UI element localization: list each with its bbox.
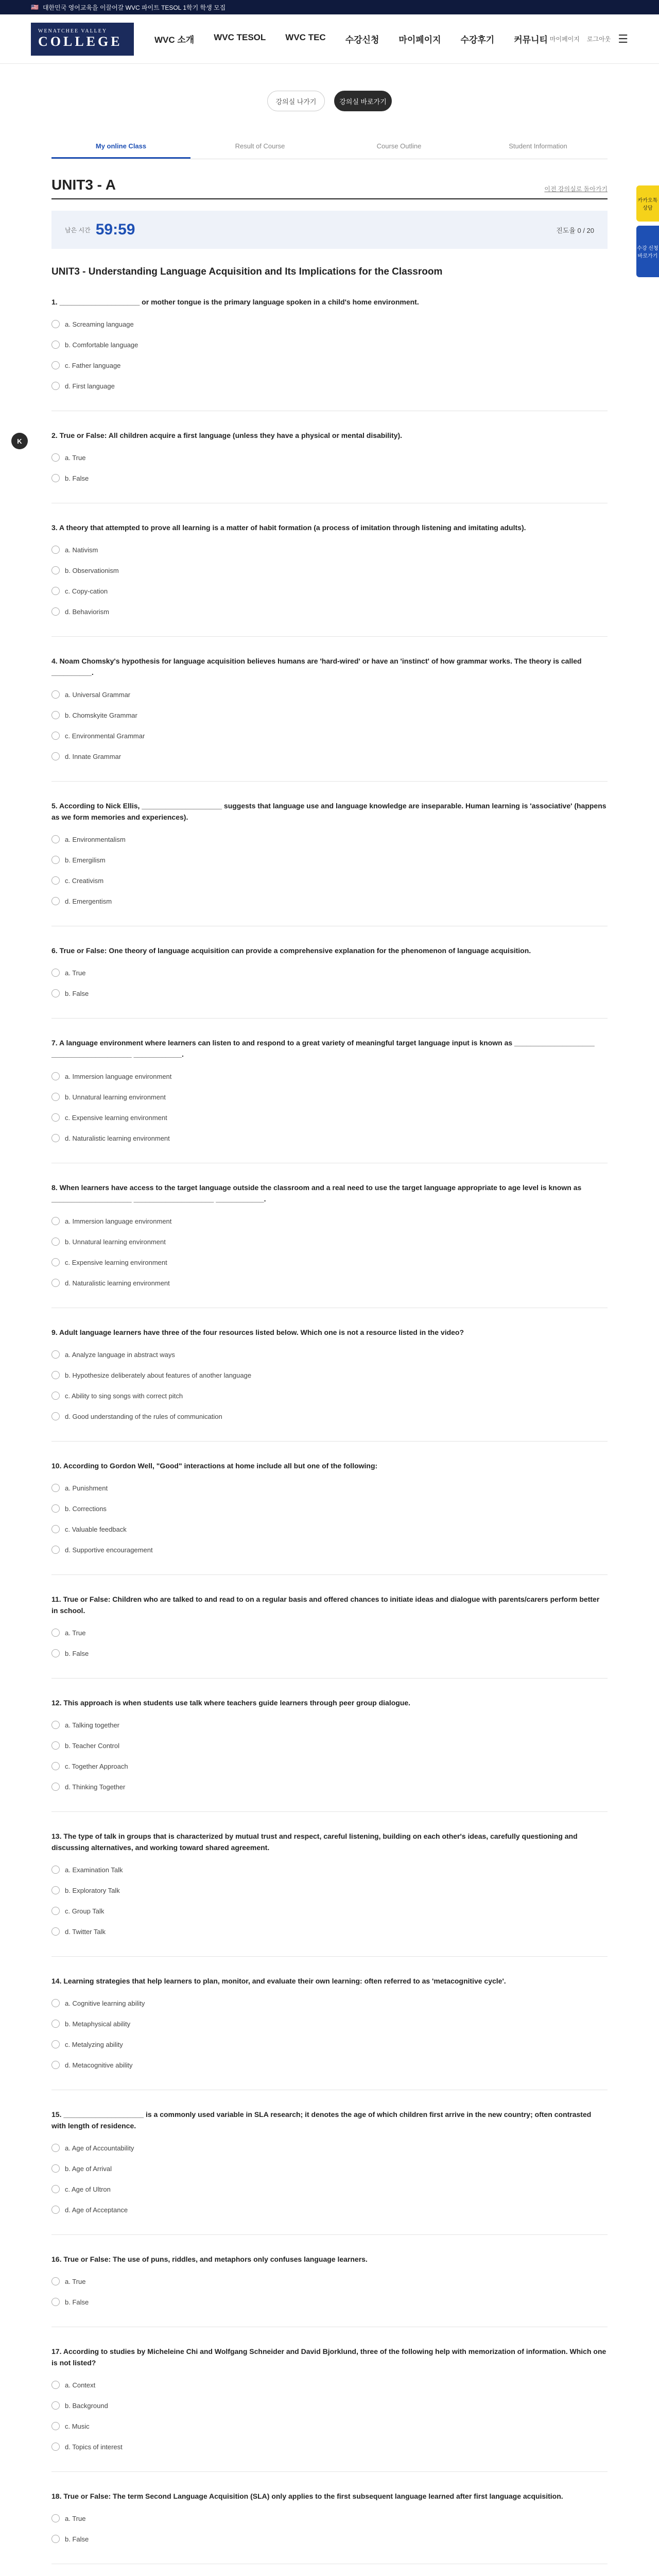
radio-button[interactable] [51,341,60,349]
option-label: d. Emergentism [65,897,112,905]
radio-button[interactable] [51,2277,60,2285]
radio-button[interactable] [51,690,60,699]
option-label: c. Father language [65,361,121,369]
question-item [51,1697,608,1812]
unit-title: UNIT3 - A [51,177,116,193]
radio-button[interactable] [51,1134,60,1142]
question-text: 5. According to Nick Ellis, ____________________ suggests that language use and language knowledge are inseparable. Human learning is 'associative' (happens as we form memories and experiences). [51,802,606,821]
radio-button[interactable] [51,1279,60,1287]
question-text: 9. Adult language learners have three of the four resources listed below. Which one is not a resource listed in the video? [51,1328,464,1336]
progress-text: 진도율 0 / 20 [556,226,594,234]
question-item [51,522,608,637]
answer-option[interactable] [51,1113,608,1122]
answer-option[interactable] [51,1093,608,1101]
answer-option[interactable] [51,1866,608,1874]
radio-button[interactable] [51,752,60,760]
answer-option[interactable] [51,1629,608,1637]
radio-button[interactable] [51,1762,60,1770]
question-item [51,1327,608,1442]
nav-item[interactable]: WVC TESOL [214,32,266,42]
course-tabs [51,135,608,159]
radio-button[interactable] [51,856,60,864]
answer-option[interactable] [51,2020,608,2028]
option-label: a. Age of Accountability [65,2144,134,2152]
option-label: d. First language [65,382,115,390]
radio-button[interactable] [51,2422,60,2430]
unit-header [51,177,608,199]
answer-option[interactable] [51,587,608,595]
question-text: 10. According to Gordon Well, "Good" interactions at home include all but one of the following: [51,1462,378,1470]
nav-item[interactable]: WVC TEC [285,32,326,42]
answer-option[interactable] [51,1886,608,1894]
nav-item[interactable]: WVC 소개 [154,35,195,45]
answer-option[interactable] [51,1907,608,1915]
answer-option[interactable] [51,1258,608,1266]
radio-button[interactable] [51,1484,60,1492]
option-label: b. False [65,1649,89,1657]
option-label: b. Observationism [65,566,119,574]
logo-line1: WENATCHEE VALLEY [38,28,108,34]
radio-button[interactable] [51,320,60,328]
radio-button[interactable] [51,2061,60,2069]
answer-option[interactable] [51,1999,608,2007]
option-label: c. Together Approach [65,1762,128,1770]
radio-button[interactable] [51,2164,60,2173]
radio-button[interactable] [51,2443,60,2451]
answer-option[interactable] [51,2040,608,2048]
back-link[interactable]: 이전 강의실로 돌아가기 [544,185,608,193]
answer-option[interactable] [51,2381,608,2389]
radio-button[interactable] [51,453,60,462]
option-label: d. Good understanding of the rules of communication [65,1412,222,1420]
go-classroom-button[interactable]: 강의실 바로가기 [334,91,392,111]
answer-option[interactable] [51,474,608,482]
exit-classroom-button[interactable]: 강의실 나가기 [267,91,325,111]
main-content [51,177,608,2576]
radio-button[interactable] [51,474,60,482]
option-label: b. Unnatural learning environment [65,1238,166,1246]
answer-option[interactable] [51,2401,608,2410]
flag-icon: 🇺🇸 [31,4,39,11]
option-label: a. True [65,2277,86,2285]
radio-button[interactable] [51,1113,60,1122]
menu-icon[interactable]: ☰ [618,32,628,45]
radio-button[interactable] [51,546,60,554]
answer-option[interactable] [51,2277,608,2285]
answer-option[interactable] [51,876,608,885]
question-item [51,1460,608,1575]
option-label: b. False [65,989,89,997]
answer-option[interactable] [51,546,608,554]
radio-button[interactable] [51,2020,60,2028]
answer-option[interactable] [51,856,608,864]
question-text: 16. True or False: The use of puns, riddles, and metaphors only confuses language learners. [51,2255,368,2263]
radio-button[interactable] [51,566,60,574]
option-label: c. Music [65,2422,90,2430]
option-label: a. Cognitive learning ability [65,1999,145,2007]
option-label: a. Context [65,2381,96,2389]
answer-option[interactable] [51,2206,608,2214]
classroom-button-row [0,91,659,111]
question-item [51,1182,608,1308]
question-item [51,1975,608,2090]
radio-button[interactable] [51,1741,60,1750]
option-label: a. Environmentalism [65,835,126,843]
header-utility [550,32,628,46]
question-item [51,945,608,1019]
radio-button[interactable] [51,969,60,977]
option-label: a. Immersion language environment [65,1217,172,1225]
logout-link[interactable]: 로그아웃 [586,36,611,43]
radio-button[interactable] [51,1525,60,1533]
radio-button[interactable] [51,1546,60,1554]
answer-option[interactable] [51,732,608,740]
answer-option[interactable] [51,453,608,462]
radio-button[interactable] [51,1783,60,1791]
timer [65,221,135,239]
logo-line2: COLLEGE [38,34,123,49]
option-label: a. Analyze language in abstract ways [65,1350,175,1359]
question-text: 12. This approach is when students use talk where teachers guide learners through peer group dialogue. [51,1699,411,1707]
question-item [51,2253,608,2327]
option-label: b. Exploratory Talk [65,1886,120,1894]
course-tab[interactable]: My online Class [51,135,190,159]
radio-button[interactable] [51,2206,60,2214]
radio-button[interactable] [51,2185,60,2193]
option-label: c. Valuable feedback [65,1525,127,1533]
question-item [51,1831,608,1957]
question-item [51,655,608,782]
question-text: 4. Noam Chomsky's hypothesis for language acquisition believes humans are 'hard-wired' or have an 'instinct' of how grammar works. The theory is called __________. [51,657,582,676]
answer-option[interactable] [51,1484,608,1492]
answer-option[interactable] [51,835,608,843]
option-label: b. Unnatural learning environment [65,1093,166,1101]
option-label: d. Topics of interest [65,2443,123,2451]
radio-button[interactable] [51,1217,60,1225]
radio-button[interactable] [51,2040,60,2048]
option-label: d. Thinking Together [65,1783,126,1791]
announcement-text: 대한민국 영어교육을 이끌어갈 WVC 파이트 TESOL 1학기 학생 모집 [42,4,226,11]
option-label: a. Nativism [65,546,98,554]
answer-option[interactable] [51,1238,608,1246]
question-item [51,1594,608,1679]
question-text: 13. The type of talk in groups that is characterized by mutual trust and respect, careful listening, building on each other's ideas, carefully questioning and discussing alternatives, and working toward shared agreement. [51,1832,578,1852]
radio-button[interactable] [51,1504,60,1513]
option-label: c. Group Talk [65,1907,105,1915]
radio-button[interactable] [51,1907,60,1915]
option-label: b. Teacher Control [65,1741,119,1750]
radio-button[interactable] [51,1999,60,2007]
option-label: a. True [65,453,86,462]
answer-option[interactable] [51,1546,608,1554]
option-label: d. Metacognitive ability [65,2061,133,2069]
option-label: d. Innate Grammar [65,752,122,760]
answer-option[interactable] [51,1504,608,1513]
answer-option[interactable] [51,566,608,574]
option-label: b. False [65,2535,89,2543]
answer-option[interactable] [51,752,608,760]
radio-button[interactable] [51,1350,60,1359]
radio-button[interactable] [51,1927,60,1936]
answer-option[interactable] [51,1412,608,1420]
answer-option[interactable] [51,1371,608,1379]
radio-button[interactable] [51,1866,60,1874]
radio-button[interactable] [51,2144,60,2152]
answer-option[interactable] [51,2144,608,2152]
option-label: a. Universal Grammar [65,690,131,699]
question-item [51,2490,608,2564]
option-label: a. Punishment [65,1484,108,1492]
radio-button[interactable] [51,897,60,905]
mypage-link[interactable]: 마이페이지 [549,36,580,43]
section-title: UNIT3 - Understanding Language Acquisition and Its Implications for the Classroom [51,266,443,277]
question-item [51,296,608,411]
option-label: d. Supportive encouragement [65,1546,153,1554]
option-label: b. Corrections [65,1504,107,1513]
answer-option[interactable] [51,2298,608,2306]
answer-option[interactable] [51,969,608,977]
radio-button[interactable] [51,876,60,885]
radio-button[interactable] [51,2514,60,2522]
radio-button[interactable] [51,989,60,997]
radio-button[interactable] [51,1392,60,1400]
nav-item[interactable]: 커뮤니티 [514,35,548,45]
option-label: a. Talking together [65,1721,119,1729]
answer-option[interactable] [51,1649,608,1657]
option-label: c. Copy-cation [65,587,108,595]
answer-option[interactable] [51,2535,608,2543]
radio-button[interactable] [51,2535,60,2543]
nav-item[interactable]: 마이페이지 [398,35,441,45]
radio-button[interactable] [51,1412,60,1420]
timer-value: 59:59 [95,221,135,238]
answer-option[interactable] [51,2422,608,2430]
side-quick-menu [636,185,659,277]
radio-button[interactable] [51,732,60,740]
option-label: b. Chomskyite Grammar [65,711,137,719]
radio-button[interactable] [51,1629,60,1637]
answer-option[interactable] [51,1072,608,1080]
radio-button[interactable] [51,382,60,390]
answer-option[interactable] [51,2185,608,2193]
answer-option[interactable] [51,1927,608,1936]
site-header [0,14,659,64]
radio-button[interactable] [51,607,60,616]
radio-button[interactable] [51,1371,60,1379]
answer-option[interactable] [51,1741,608,1750]
radio-button[interactable] [51,2381,60,2389]
option-label: d. Behaviorism [65,607,109,616]
question-text: 8. When learners have access to the target language outside the classroom and a real need to use the target language appropriate to age level is known as ____________________ ____________________ ____________. [51,1183,582,1203]
option-label: c. Metalyzing ability [65,2040,123,2048]
radio-button[interactable] [51,1238,60,1246]
option-label: c. Creativism [65,876,104,885]
question-text: 11. True or False: Children who are talked to and read to on a regular basis and offered chances to initiate ideas and dialogue with parents/carers perform better in school. [51,1595,600,1615]
option-label: b. Background [65,2401,108,2410]
radio-button[interactable] [51,1072,60,1080]
answer-option[interactable] [51,1392,608,1400]
answer-option[interactable] [51,1525,608,1533]
answer-option[interactable] [51,897,608,905]
radio-button[interactable] [51,1093,60,1101]
answer-option[interactable] [51,2514,608,2522]
question-text: 17. According to studies by Micheleine Chi and Wolfgang Schneider and David Bjorklund, three of the following help with memorization of information. Which one is not listed? [51,2347,606,2367]
question-item [51,2346,608,2472]
option-label: a. Immersion language environment [65,1072,172,1080]
radio-button[interactable] [51,587,60,595]
option-label: a. Screaming language [65,320,134,328]
answer-option[interactable] [51,1762,608,1770]
option-label: b. Comfortable language [65,341,138,349]
answer-option[interactable] [51,320,608,328]
course-tab[interactable]: Student Information [509,142,567,150]
answer-option[interactable] [51,711,608,719]
top-announcement-bar [0,0,659,14]
radio-button[interactable] [51,1649,60,1657]
option-label: b. Hypothesize deliberately about features of another language [65,1371,252,1379]
question-list [51,296,608,2576]
option-label: c. Ability to sing songs with correct pitch [65,1392,183,1400]
answer-option[interactable] [51,361,608,369]
answer-option[interactable] [51,1350,608,1359]
kakao-consult-button[interactable]: 카카오톡 상담 [636,185,659,222]
question-text: 1. ____________________ or mother tongue is the primary language spoken in a child's home environment. [51,298,419,306]
option-label: b. Age of Arrival [65,2164,112,2173]
option-label: b. Metaphysical ability [65,2020,131,2028]
radio-button[interactable] [51,1258,60,1266]
option-label: b. False [65,474,89,482]
question-text: 2. True or False: All children acquire a first language (unless they have a physical or mental disability). [51,431,403,439]
radio-button[interactable] [51,711,60,719]
option-label: a. True [65,969,86,977]
answer-option[interactable] [51,607,608,616]
nav-item[interactable]: 수강신청 [345,35,379,45]
answer-option[interactable] [51,1134,608,1142]
option-label: d. Twitter Talk [65,1927,106,1936]
question-item [51,2109,608,2235]
question-text: 7. A language environment where learners can listen to and respond to a great variety of meaningful target language input is known as ____________________ ____________________ ____________. [51,1039,595,1058]
question-item [51,430,608,503]
answer-option[interactable] [51,989,608,997]
question-text: 15. ____________________ is a commonly used variable in SLA research; it denotes the age of which children first arrive in the new country; often contrasted with length of residence. [51,2110,592,2130]
option-label: b. False [65,2298,89,2306]
option-label: d. Naturalistic learning environment [65,1279,170,1287]
answer-option[interactable] [51,382,608,390]
option-label: a. Examination Talk [65,1866,123,1874]
apply-quick-button[interactable]: 수강 신청 바로가기 [636,226,659,277]
answer-option[interactable] [51,690,608,699]
radio-button[interactable] [51,1721,60,1729]
question-item [51,1037,608,1163]
option-label: c. Age of Ultron [65,2185,111,2193]
nav-item[interactable]: 수강후기 [460,35,495,45]
answer-option[interactable] [51,1721,608,1729]
option-label: a. True [65,1629,86,1637]
radio-button[interactable] [51,835,60,843]
option-label: c. Expensive learning environment [65,1258,167,1266]
radio-button[interactable] [51,361,60,369]
radio-button[interactable] [51,2298,60,2306]
college-logo[interactable] [31,23,134,56]
radio-button[interactable] [51,2401,60,2410]
question-text: 3. A theory that attempted to prove all learning is a matter of habit formation (a process of imitation through listening and imitating adults). [51,523,526,532]
answer-option[interactable] [51,1783,608,1791]
option-label: a. True [65,2514,86,2522]
answer-option[interactable] [51,2061,608,2069]
answer-option[interactable] [51,2443,608,2451]
answer-option[interactable] [51,1279,608,1287]
main-nav [154,32,548,45]
question-item [51,800,608,926]
course-tab[interactable]: Course Outline [376,142,422,150]
option-label: d. Age of Acceptance [65,2206,128,2214]
option-label: c. Environmental Grammar [65,732,145,740]
radio-button[interactable] [51,1886,60,1894]
question-text: 14. Learning strategies that help learners to plan, monitor, and evaluate their own learning: often referred to as 'metacognitive cycle'. [51,1977,506,1985]
question-text: 6. True or False: One theory of language acquisition can provide a comprehensive explanation for the phenomenon of language acquisition. [51,946,531,955]
answer-option[interactable] [51,341,608,349]
option-label: c. Expensive learning environment [65,1113,167,1122]
kakao-fab[interactable]: K [11,433,28,449]
option-label: b. Emergilism [65,856,106,864]
answer-option[interactable] [51,2164,608,2173]
timer-box [51,211,608,249]
option-label: d. Naturalistic learning environment [65,1134,170,1142]
answer-option[interactable] [51,1217,608,1225]
timer-label: 남은 시간 [65,226,91,234]
course-tab[interactable]: Result of Course [235,142,285,150]
question-text: 18. True or False: The term Second Language Acquisition (SLA) only applies to the first subsequent language learned after first language acquisition. [51,2492,563,2500]
